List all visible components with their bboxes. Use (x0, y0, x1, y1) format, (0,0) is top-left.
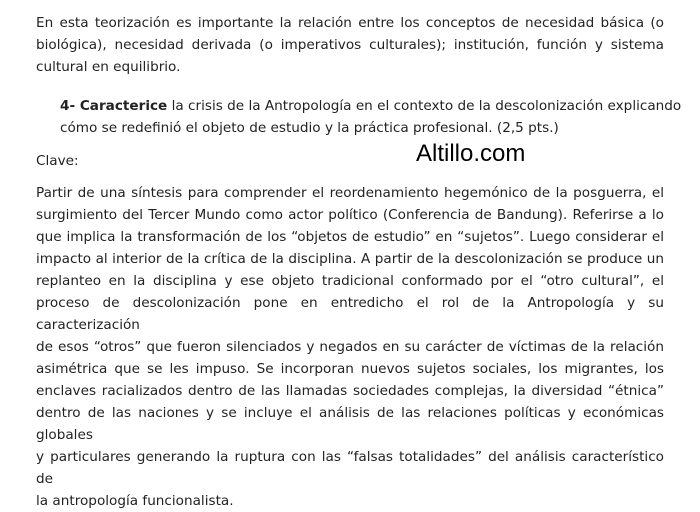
question-line (60, 95, 688, 117)
text-line: proceso de descolonización pone en entredicho el rol de la Antropología y su caracterización (36, 295, 664, 333)
text-line: impacto al interior de la crítica de la disciplina. A partir de la descolonización se produce un (36, 251, 664, 267)
text-line: que implica la transformación de los “objetos de estudio” en “sujetos”. Luego considerar el (36, 229, 664, 245)
question-line: cómo se redefinió el objeto de estudio y la práctica profesional. (2,5 pts.) (60, 120, 559, 136)
text-line: y particulares generando la ruptura con las “falsas totalidades” del análisis característico de (36, 449, 664, 487)
text-line: la antropología funcionalista. (36, 493, 234, 509)
question-text: la crisis de la Antropología en el contexto de la descolonización explicando (167, 98, 682, 114)
text-line: En esta teorización es importante la relación entre los conceptos de necesidad básica (o (36, 15, 664, 31)
question-label: 4- Caracterice (60, 98, 168, 114)
text-line: surgimiento del Tercer Mundo como actor político (Conferencia de Bandung). Referirse a lo (36, 207, 664, 223)
text-line: de esos “otros” que fueron silenciados y negados en su carácter de víctimas de la relación (36, 339, 664, 355)
watermark: Altillo.com (416, 140, 526, 167)
text-line: dentro de las naciones y se incluye el análisis de las relaciones políticas y económicas globales (36, 405, 664, 443)
text-line: cultural en equilibrio. (36, 59, 181, 75)
text-line: replanteo en la disciplina y ese objeto tradicional conformado por el “otro cultural”, el (36, 273, 664, 289)
text-line: Partir de una síntesis para comprender el reordenamiento hegemónico de la posguerra, el (36, 185, 664, 201)
text-line: asimétrica que se les impuso. Se incorporan nuevos sujetos sociales, los migrantes, los (36, 361, 664, 377)
paragraph-theorization (36, 12, 664, 78)
text-line: biológica), necesidad derivada (o imperativos culturales); institución, función y sistema (36, 37, 664, 53)
text-line: enclaves racializados dentro de las llamadas sociedades complejas, la diversidad “étnica” (36, 383, 664, 399)
clave-label: Clave: (36, 153, 79, 169)
question-4 (60, 95, 688, 139)
